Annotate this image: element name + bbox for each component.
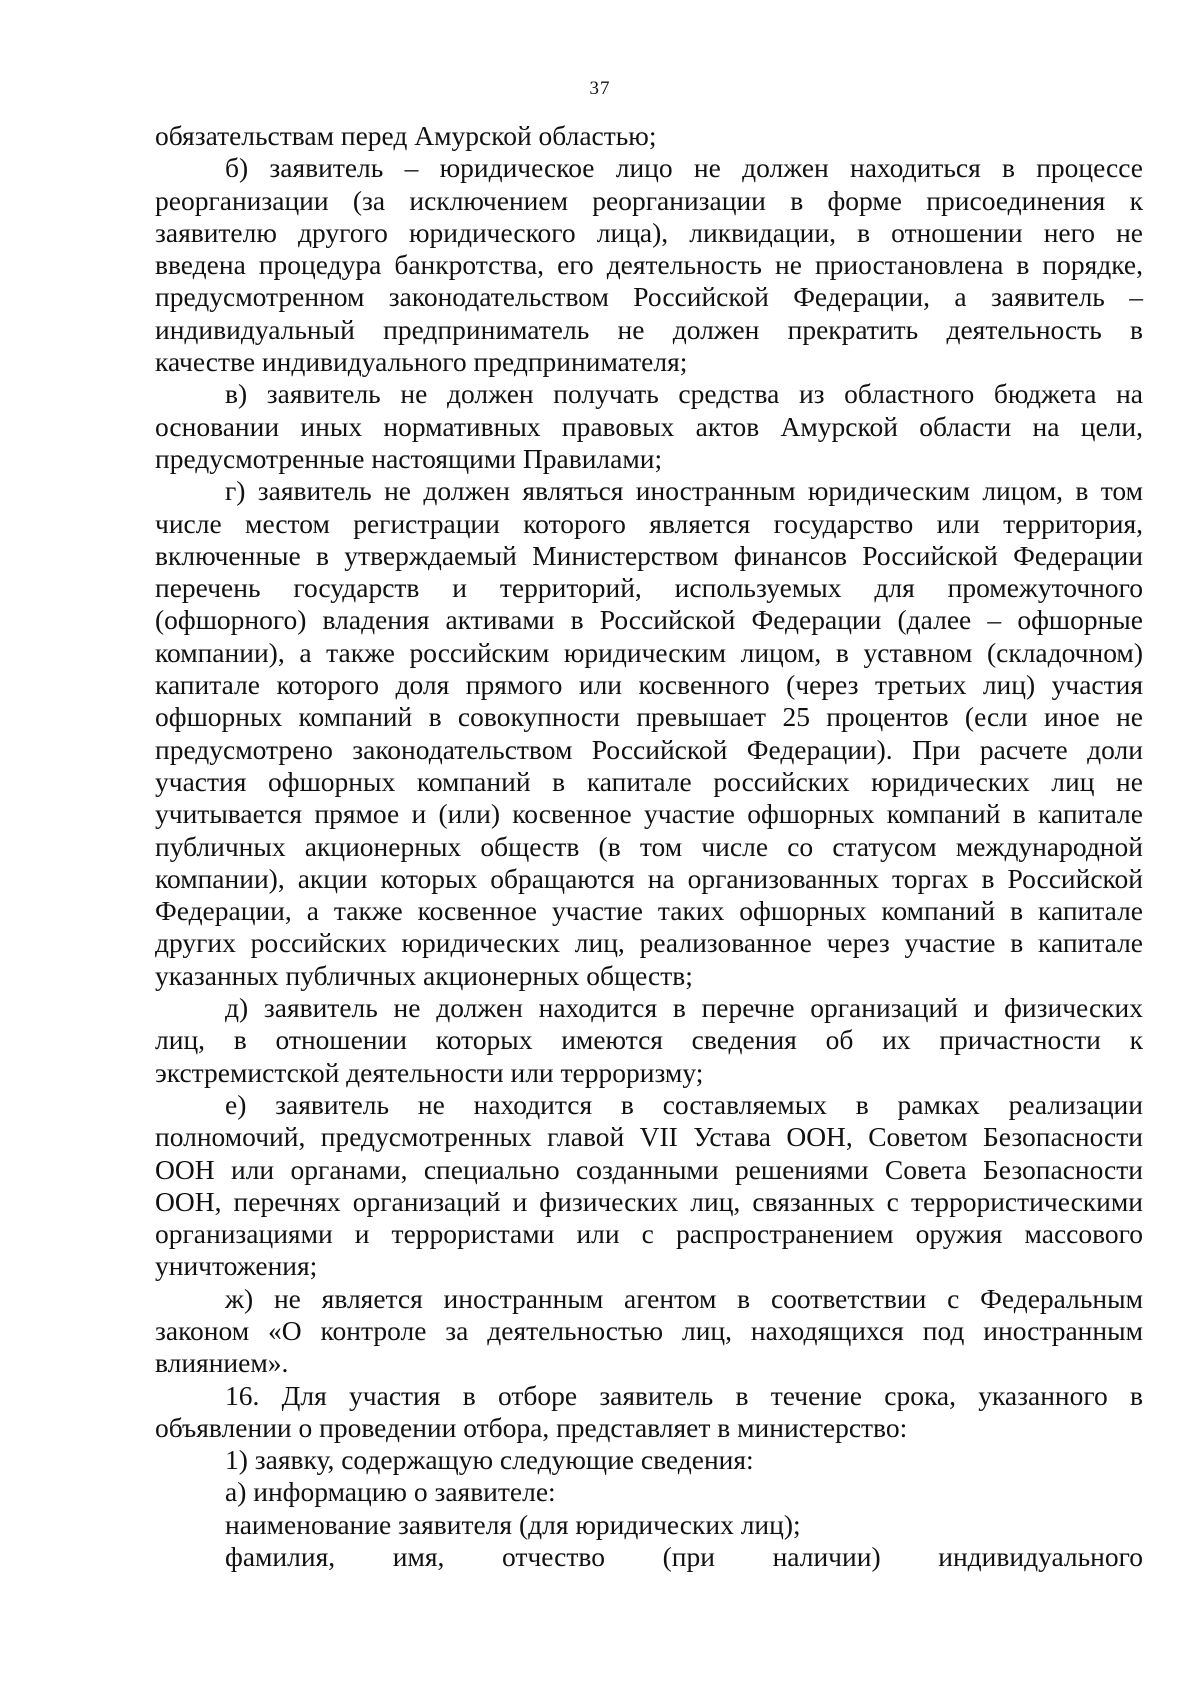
- text-line: предусмотренном законодательством Российской Федерации, а заявитель –: [155, 281, 1143, 313]
- text-line: г) заявитель не должен являться иностранным юридическим лицом, в том: [225, 475, 1143, 507]
- text-line: 16. Для участия в отборе заявитель в течение срока, указанного в: [225, 1379, 1143, 1411]
- text-line: б) заявитель – юридическое лицо не должен находиться в процессе: [225, 152, 1143, 184]
- text-line: компании), акции которых обращаются на организованных торгах в Российской: [155, 862, 1143, 894]
- text-line: 1) заявку, содержащую следующие сведения:: [225, 1444, 754, 1476]
- text-line: публичных акционерных обществ (в том числе со статусом международной: [155, 830, 1143, 862]
- text-line: фамилия, имя, отчество (при наличии) индивидуального: [225, 1541, 1143, 1573]
- text-line: е) заявитель не находится в составляемых в рамках реализации: [225, 1088, 1143, 1120]
- text-line: указанных публичных акционерных обществ;: [155, 959, 693, 991]
- text-line: компании), а также российским юридическим лицом, в уставном (складочном): [155, 636, 1143, 668]
- text-line: предусмотренные настоящими Правилами;: [155, 442, 663, 474]
- text-line: законом «О контроле за деятельностью лиц, находящихся под иностранным: [155, 1314, 1143, 1346]
- text-line: уничтожения;: [155, 1250, 318, 1282]
- text-line: Федерации, а также косвенное участие таких офшорных компаний в капитале: [155, 895, 1143, 927]
- text-line: введена процедура банкротства, его деятельность не приостановлена в порядке,: [155, 249, 1143, 281]
- text-line: заявителю другого юридического лица), ликвидации, в отношении него не: [155, 216, 1143, 248]
- text-line: учитывается прямое и (или) косвенное участие офшорных компаний в капитале: [155, 798, 1143, 830]
- text-line: перечень государств и территорий, используемых для промежуточного: [155, 572, 1143, 604]
- text-line: капитале которого доля прямого или косвенного (через третьих лиц) участия: [155, 669, 1143, 701]
- text-line: лиц, в отношении которых имеются сведения об их причастности к: [155, 1024, 1143, 1056]
- text-line: качестве индивидуального предпринимателя;: [155, 346, 688, 378]
- text-line: предусмотрено законодательством Российской Федерации). При расчете доли: [155, 733, 1143, 765]
- text-line: офшорных компаний в совокупности превышает 25 процентов (если иное не: [155, 701, 1143, 733]
- text-line: ООН или органами, специально созданными решениями Совета Безопасности: [155, 1153, 1143, 1185]
- text-line: д) заявитель не должен находится в перечне организаций и физических: [225, 992, 1143, 1024]
- document-body: [155, 120, 1143, 1573]
- text-line: полномочий, предусмотренных главой VII Устава ООН, Советом Безопасности: [155, 1121, 1143, 1153]
- text-line: основании иных нормативных правовых актов Амурской области на цели,: [155, 410, 1143, 442]
- text-line: участия офшорных компаний в капитале российских юридических лиц не: [155, 765, 1143, 797]
- text-line: в) заявитель не должен получать средства из областного бюджета на: [225, 378, 1143, 410]
- text-line: объявлении о проведении отбора, представляет в министерство:: [155, 1411, 908, 1443]
- text-line: ж) не является иностранным агентом в соответствии с Федеральным: [225, 1282, 1143, 1314]
- text-line: наименование заявителя (для юридических лиц);: [225, 1508, 801, 1540]
- text-line: включенные в утверждаемый Министерством финансов Российской Федерации: [155, 539, 1143, 571]
- text-line: влиянием».: [155, 1347, 289, 1379]
- text-line: экстремистской деятельности или терроризму;: [155, 1056, 704, 1088]
- text-line: обязательствам перед Амурской областью;: [155, 120, 657, 151]
- page-number: 37: [589, 78, 611, 99]
- text-line: индивидуальный предприниматель не должен прекратить деятельность в: [155, 313, 1143, 345]
- text-line: (офшорного) владения активами в Российской Федерации (далее – офшорные: [155, 604, 1143, 636]
- text-line: а) информацию о заявителе:: [225, 1476, 556, 1508]
- text-line: реорганизации (за исключением реорганизации в форме присоединения к: [155, 184, 1143, 216]
- text-line: числе местом регистрации которого является государство или территория,: [155, 507, 1143, 539]
- text-line: других российских юридических лиц, реализованное через участие в капитале: [155, 927, 1143, 959]
- text-line: ООН, перечнях организаций и физических лиц, связанных с террористическими: [155, 1185, 1143, 1217]
- text-line: организациями и террористами или с распространением оружия массового: [155, 1218, 1143, 1250]
